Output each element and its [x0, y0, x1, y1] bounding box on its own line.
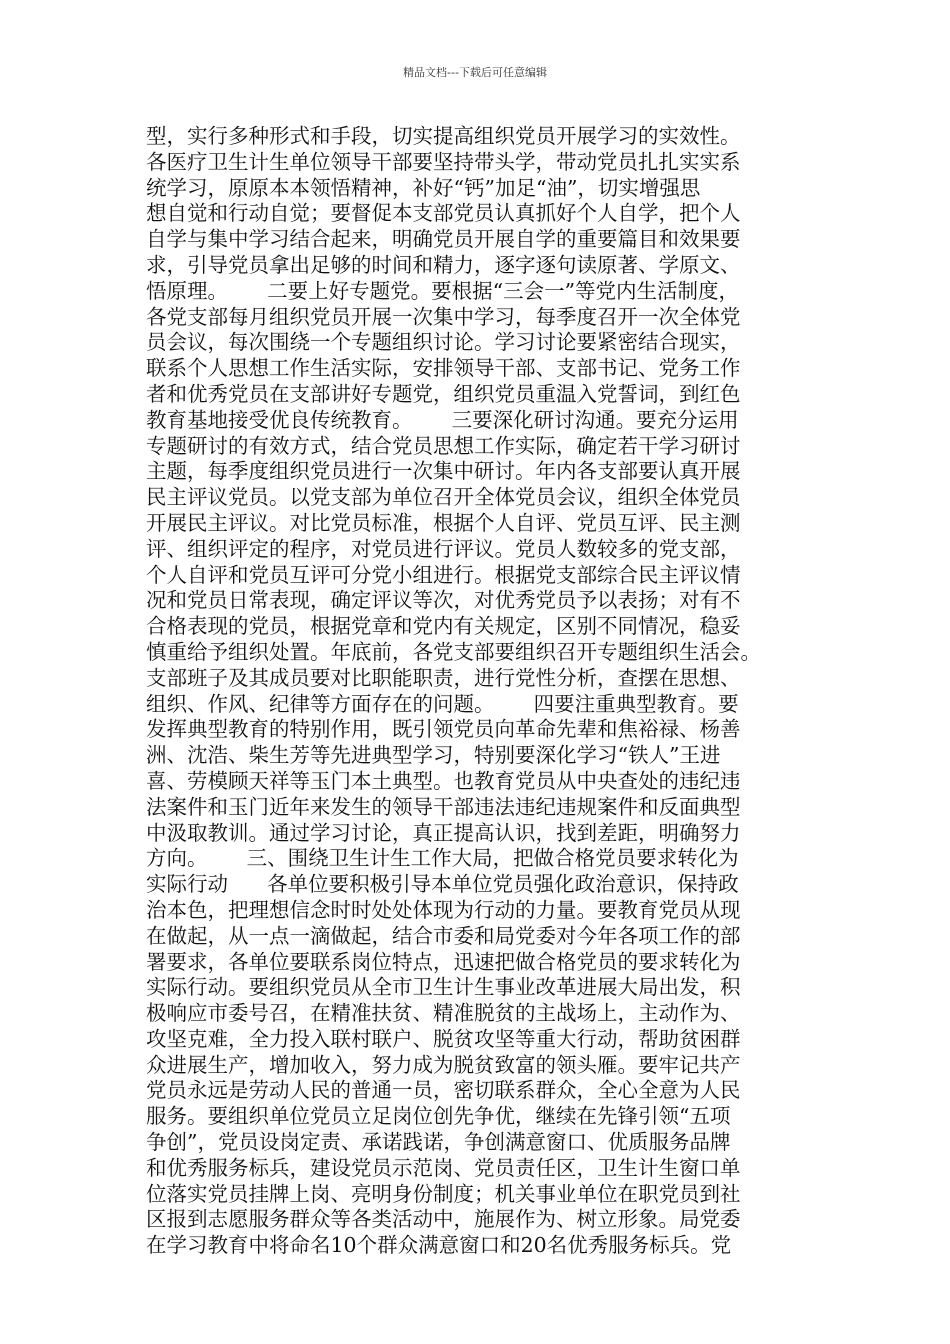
text-line: 极响应市委号召，在精准扶贫、精准脱贫的主战场上，主动作为、: [146, 1001, 741, 1026]
text-line: 教育基地接受优良传统教育。 三要深化研讨沟通。要充分运用: [146, 407, 739, 432]
text-line: 位落实党员挂牌上岗、亮明身份制度；机关事业单位在职党员到社: [146, 1181, 741, 1206]
text-line: 攻坚克难，全力投入联村联户、脱贫攻坚等重大行动，帮助贫困群: [146, 1026, 741, 1051]
text-line: 悟原理。 二要上好专题党。要根据“三会一”等党内生活制度，: [146, 278, 740, 303]
text-line: 主题，每季度组织党员进行一次集中研讨。年内各支部要认真开展: [146, 459, 741, 484]
text-line: 开展民主评议。对比党员标准，根据个人自评、党员互评、民主测: [146, 510, 741, 535]
text-line: 组织、作风、纪律等方面存在的问题。 四要注重典型教育。要: [146, 691, 739, 716]
text-line: 实际行动。要组织党员从全市卫生计生事业改革进展大局出发，积: [146, 975, 741, 1000]
text-line: 在做起，从一点一滴做起，结合市委和局党委对今年各项工作的部: [146, 923, 741, 948]
text-line: 争创”，党员设岗定责、承诺践诺，争创满意窗口、优质服务品牌: [146, 1130, 731, 1155]
text-line: 服务。要组织单位党员立足岗位创先争优，继续在先锋引领“五项: [146, 1104, 731, 1129]
text-line: 联系个人思想工作生活实际，安排领导干部、支部书记、党务工作: [146, 356, 741, 381]
text-line: 法案件和玉门近年来发生的领导干部违法违纪违规案件和反面典型: [146, 794, 741, 819]
text-line: 方向。 三、围绕卫生计生工作大局，把做合格党员要求转化为: [146, 846, 739, 871]
text-line: 员会议，每次围绕一个专题组织讨论。学习讨论要紧密结合现实，: [146, 330, 741, 355]
text-line: 合格表现的党员，根据党章和党内有关规定，区别不同情况，稳妥: [146, 614, 741, 639]
text-line: 在学习教育中将命名10个群众满意窗口和20名优秀服务标兵。党: [146, 1233, 732, 1258]
document-body: [146, 124, 846, 1259]
page-header: 精品文档---下载后可任意编辑: [403, 66, 547, 79]
text-line: 各医疗卫生计生单位领导干部要坚持带头学，带动党员扎扎实实系: [146, 149, 741, 174]
text-line: 想自觉和行动自觉；要督促本支部党员认真抓好个人自学，把个人: [146, 201, 741, 226]
text-line: 慎重给予组织处置。年底前，各党支部要组织召开专题组织生活会。: [146, 639, 761, 664]
text-line: 求，引导党员拿出足够的时间和精力，逐字逐句读原著、学原文、: [146, 252, 741, 277]
text-line: 和优秀服务标兵，建设党员示范岗、党员责任区，卫生计生窗口单: [146, 1155, 741, 1180]
text-line: 洲、沈浩、柴生芳等先进典型学习，特别要深化学习“铁人”王进: [146, 743, 721, 768]
text-line: 个人自评和党员互评可分党小组进行。根据党支部综合民主评议情: [146, 562, 741, 587]
text-line: 评、组织评定的程序，对党员进行评议。党员人数较多的党支部，: [146, 536, 741, 561]
text-line: 署要求，各单位要联系岗位特点，迅速把做合格党员的要求转化为: [146, 949, 741, 974]
text-line: 自学与集中学习结合起来，明确党员开展自学的重要篇目和效果要: [146, 227, 741, 252]
text-line: 发挥典型教育的特别作用，既引领党员向革命先辈和焦裕禄、杨善: [146, 717, 741, 742]
text-line: 型，实行多种形式和手段，切实提高组织党员开展学习的实效性。: [146, 124, 741, 148]
text-line: 者和优秀党员在支部讲好专题党，组织党员重温入党誓词，到红色: [146, 381, 741, 406]
text-line: 各党支部每月组织党员开展一次集中学习，每季度召开一次全体党: [146, 304, 741, 329]
text-line: 喜、劳模顾天祥等玉门本土典型。也教育党员从中央查处的违纪违: [146, 768, 741, 793]
text-line: 支部班子及其成员要对比职能职责，进行党性分析，查摆在思想、: [146, 665, 741, 690]
text-line: 况和党员日常表现，确定评议等次，对优秀党员予以表扬；对有不: [146, 588, 741, 613]
text-line: 区报到志愿服务群众等各类活动中，施展作为、树立形象。局党委: [146, 1207, 741, 1232]
text-line: 实际行动 各单位要积极引导本单位党员强化政治意识，保持政: [146, 872, 739, 897]
text-line: 众进展生产，增加收入，努力成为脱贫致富的领头雁。要牢记共产: [146, 1052, 741, 1077]
text-line: 党员永远是劳动人民的普通一员，密切联系群众，全心全意为人民: [146, 1078, 741, 1103]
text-line: 统学习，原原本本领悟精神，补好“钙”加足“油”，切实增强思: [146, 175, 701, 200]
text-line: 专题研讨的有效方式，结合党员思想工作实际，确定若干学习研讨: [146, 433, 741, 458]
text-line: 治本色，把理想信念时时处处体现为行动的力量。要教育党员从现: [146, 897, 741, 922]
text-line: 民主评议党员。以党支部为单位召开全体党员会议，组织全体党员: [146, 485, 741, 510]
text-line: 中汲取教训。通过学习讨论，真正提高认识，找到差距，明确努力: [146, 820, 741, 845]
